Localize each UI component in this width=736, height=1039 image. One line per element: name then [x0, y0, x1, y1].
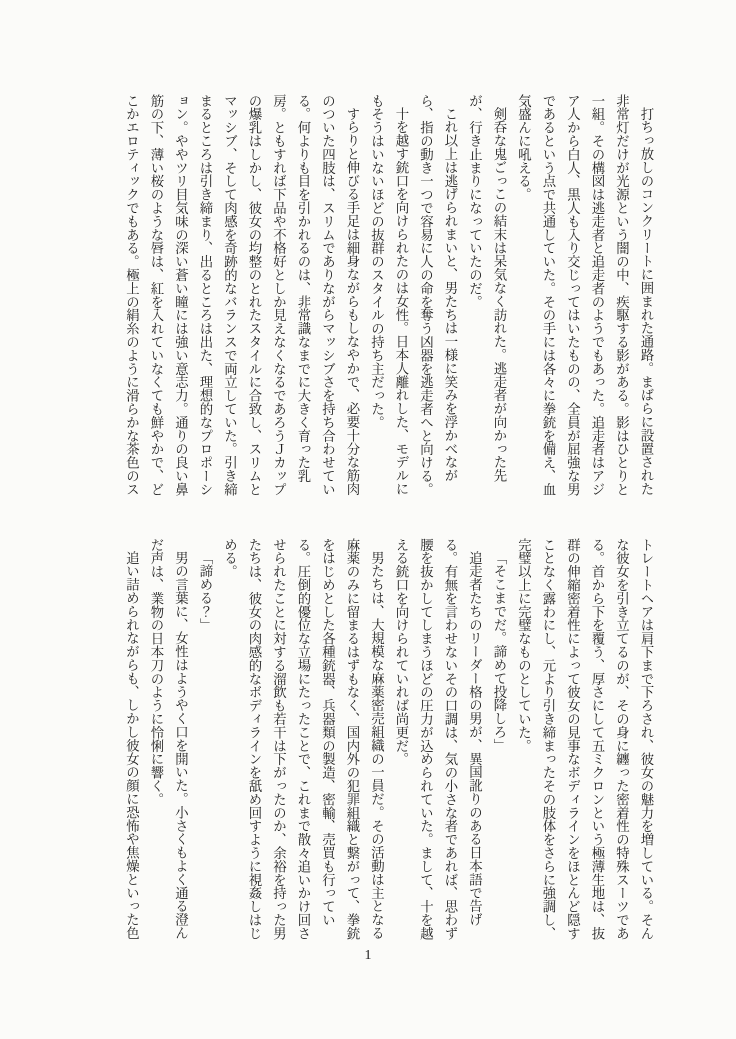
text-column: 非常灯だけが光源という闇の中、疾駆する影がある。影はひとりと: [614, 94, 630, 496]
text-column: 「諦める？」: [198, 551, 213, 632]
text-column: まるところは引き締まり、出るところは出た、理想的なプロポーシ: [198, 94, 213, 496]
text-column: 「そこまでだ。諦めて投降しろ」: [492, 551, 507, 753]
text-column: これ以上は逃げられまいと、男たちは一様に笑みを浮かべなが: [443, 107, 458, 483]
text-column: める。: [222, 538, 238, 579]
text-column: 麻薬のみに留まるはずもなく、国内外の犯罪組織と繋がって、拳銃: [345, 538, 360, 940]
text-column: 気盛んに吼える。: [516, 94, 532, 202]
text-column: のついた四肢は、スリムでありながらマッシブさを持ち合わせてい: [320, 94, 336, 496]
text-column: る。有無を言わせないその口調は、気の小さな者であれば、思わず: [443, 538, 458, 940]
text-column: 一組。その構図は逃走者と追走者のようでもあった。追走者はアジ: [590, 94, 605, 496]
text-column: であるという点で共通していた。その手には各々に拳銃を備え、血: [541, 94, 556, 496]
text-column: 剣呑な鬼ごっこの結末は呆気なく訪れた。逃走者が向かった先: [492, 107, 507, 483]
lower-text-block: [118, 538, 658, 948]
text-column: 十を越す銃口を向けられたのは女性。日本人離れした、モデルに: [394, 107, 409, 496]
text-column: る。首から下を覆う、厚さにして五ミクロンという極薄生地は、抜: [590, 538, 605, 940]
text-column: 房。ともすれば下品や不格好としか見えなくなるであろうＪカップ: [271, 94, 287, 496]
text-column: 群の伸縮密着性によって彼女の見事なボディラインをほとんど隠す: [565, 538, 581, 940]
page-number: 1: [364, 948, 372, 963]
upper-text-block: [118, 94, 658, 504]
text-column: える銃口を向けられていれば尚更だ。: [394, 538, 409, 766]
text-column: 追い詰められながらも、しかし彼女の顔に恐怖や焦燥といった色: [124, 551, 140, 940]
text-column: すらりと伸びる手足は細身ながらもしなやかで、必要十分な筋肉: [345, 107, 360, 496]
text-column: こかエロティックでもある。極上の絹糸のように滑らかな茶色のス: [124, 94, 140, 496]
text-column: が、行き止まりになっていたのだ。: [467, 94, 483, 309]
text-column: 打ちっ放しのコンクリートに囲まれた通路。まばらに設置された: [639, 107, 654, 496]
text-column: 筋の下、薄い桜のような唇は、紅を入れていなくても鮮やかで、ど: [149, 94, 164, 496]
text-column: をはじめとした各種銃器、兵器類の製造、密輸、売買も行ってい: [320, 538, 336, 927]
text-column: たちは、彼女の肉感的なボディラインを舐め回すように視姦しはじ: [247, 538, 262, 940]
text-column: トレートヘアは肩下まで下ろされ、彼女の魅力を増している。そん: [639, 538, 654, 940]
text-column: ョン。ややツリ目気味の深い蒼い瞳には強い意志力。通りの良い鼻: [173, 94, 189, 496]
text-column: だ声は、業物の日本刀のように怜悧に響く。: [149, 538, 164, 806]
text-column: マッシブ、そして肉感を奇跡的なバランスで両立していた。引き締: [222, 94, 238, 496]
text-column: ア人から白人、黒人も入り交じってはいたものの、全員が屈強な男: [565, 94, 581, 496]
text-column: 完璧以上に完璧なものとしていた。: [516, 538, 532, 753]
text-column: 男たちは、大規模な麻薬密売組織の一員だ。その活動は主となる: [369, 551, 385, 940]
text-column: もそうはいないほどの抜群のスタイルの持ち主だった。: [369, 94, 385, 429]
text-column: ことなく露わにし、元より引き締まったその肢体をさらに強調し、: [541, 538, 556, 940]
text-column: な彼女を引き立てるのが、その身に纏った密着性の特殊スーツであ: [614, 538, 630, 940]
text-column: の爆乳はしかし、彼女の均整のとれたスタイルに合致し、スリムと: [247, 94, 262, 496]
text-column: 腰を抜かしてしまうほどの圧力が込められていた。まして、十を越: [418, 538, 434, 940]
text-column: せられたことに対する溜飲も若干は下がったのか、余裕を持った男: [271, 538, 287, 940]
text-column: る。圧倒的優位な立場にたったことで、これまで散々追いかけ回さ: [296, 538, 311, 940]
text-column: 追走者たちのリーダー格の男が、異国訛りのある日本語で告げ: [467, 551, 483, 927]
text-column: ら、指の動き一つで容易に人の命を奪う凶器を逃走者へと向ける。: [418, 94, 434, 496]
text-column: る。何よりも目を引かれるのは、非常識なまでに大きく育った乳: [296, 94, 311, 483]
text-column: 男の言葉に、女性はようやく口を開いた。小さくもよく通る澄ん: [173, 551, 189, 940]
